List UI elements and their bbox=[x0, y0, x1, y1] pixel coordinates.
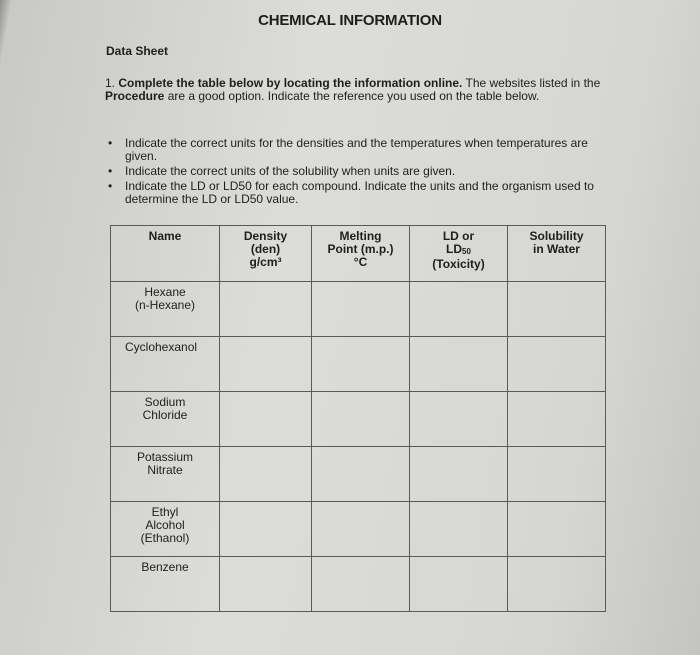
bullet-item bbox=[105, 180, 615, 206]
header-line: °C bbox=[353, 255, 368, 269]
data-cell[interactable] bbox=[410, 447, 508, 502]
column-header bbox=[111, 226, 220, 282]
header-line: Melting bbox=[339, 229, 382, 243]
column-header bbox=[508, 226, 606, 282]
header-line: (Toxicity) bbox=[432, 257, 485, 271]
data-cell[interactable] bbox=[220, 392, 312, 447]
bullet-text: Indicate the correct units for the densities and the temperatures when temperatures are given. bbox=[125, 136, 588, 163]
column-header bbox=[410, 226, 508, 282]
data-cell[interactable] bbox=[508, 447, 606, 502]
table-row bbox=[111, 447, 606, 502]
table-row bbox=[111, 392, 606, 447]
page-title: CHEMICAL INFORMATION bbox=[258, 12, 442, 29]
header-line: Density bbox=[243, 229, 288, 243]
compound-name: Benzene bbox=[111, 557, 220, 612]
header-line: Name bbox=[148, 229, 182, 243]
data-cell[interactable] bbox=[410, 557, 508, 612]
table-row bbox=[111, 557, 606, 612]
bullet-text: Indicate the LD or LD50 for each compound. Indicate the units and the organism used to determine the LD or LD50 value. bbox=[125, 179, 594, 206]
data-cell[interactable] bbox=[220, 447, 312, 502]
header-line: $LD_{50}$ bbox=[446, 242, 471, 256]
data-cell[interactable] bbox=[508, 557, 606, 612]
data-cell[interactable] bbox=[312, 337, 410, 392]
compound-name: Hexane (n-Hexane) bbox=[111, 282, 220, 337]
data-cell[interactable] bbox=[410, 502, 508, 557]
header-line: in Water bbox=[533, 242, 580, 256]
data-cell[interactable] bbox=[508, 392, 606, 447]
instruction-bold: Complete the table below by locating the information online. bbox=[118, 76, 463, 90]
header-line: g/cm³ bbox=[249, 255, 282, 269]
data-cell[interactable] bbox=[312, 447, 410, 502]
instruction-text: are a good option. Indicate the reference you used on the table below. bbox=[164, 89, 540, 103]
section-heading: Data Sheet bbox=[106, 44, 169, 58]
compound-name: Cyclohexanol bbox=[111, 337, 220, 392]
chemical-table bbox=[110, 225, 606, 612]
data-cell[interactable] bbox=[312, 502, 410, 557]
table-row bbox=[111, 502, 606, 557]
header-line: (den) bbox=[250, 242, 281, 256]
data-cell[interactable] bbox=[410, 282, 508, 337]
data-cell[interactable] bbox=[508, 337, 606, 392]
header-line: Point (m.p.) bbox=[327, 242, 394, 256]
data-cell[interactable] bbox=[312, 392, 410, 447]
compound-name: Potassium Nitrate bbox=[111, 447, 220, 502]
bullet-text: Indicate the correct units of the solubility when units are given. bbox=[125, 164, 456, 178]
header-line: Solubility bbox=[529, 229, 584, 243]
data-cell[interactable] bbox=[410, 392, 508, 447]
data-cell[interactable] bbox=[220, 282, 312, 337]
data-cell[interactable] bbox=[410, 337, 508, 392]
instruction-paragraph bbox=[105, 77, 615, 103]
bullet-item bbox=[105, 165, 615, 178]
data-cell[interactable] bbox=[220, 337, 312, 392]
data-cell[interactable] bbox=[312, 557, 410, 612]
bullet-list bbox=[105, 137, 615, 208]
table-row bbox=[111, 282, 606, 337]
data-cell[interactable] bbox=[508, 282, 606, 337]
bullet-icon: • bbox=[108, 179, 113, 193]
data-cell[interactable] bbox=[508, 502, 606, 557]
item-number: 1. bbox=[105, 76, 116, 90]
bullet-icon: • bbox=[108, 136, 113, 150]
bullet-icon: • bbox=[108, 164, 113, 178]
table-row bbox=[111, 337, 606, 392]
procedure-bold: Procedure bbox=[105, 89, 165, 103]
header-line: LD or bbox=[442, 229, 475, 243]
column-header bbox=[312, 226, 410, 282]
compound-name: Ethyl Alcohol (Ethanol) bbox=[111, 502, 220, 557]
bullet-item bbox=[105, 137, 615, 163]
data-cell[interactable] bbox=[312, 282, 410, 337]
data-cell[interactable] bbox=[220, 557, 312, 612]
compound-name: Sodium Chloride bbox=[111, 392, 220, 447]
data-cell[interactable] bbox=[220, 502, 312, 557]
column-header bbox=[220, 226, 312, 282]
instruction-text: The websites listed in the bbox=[462, 76, 601, 90]
